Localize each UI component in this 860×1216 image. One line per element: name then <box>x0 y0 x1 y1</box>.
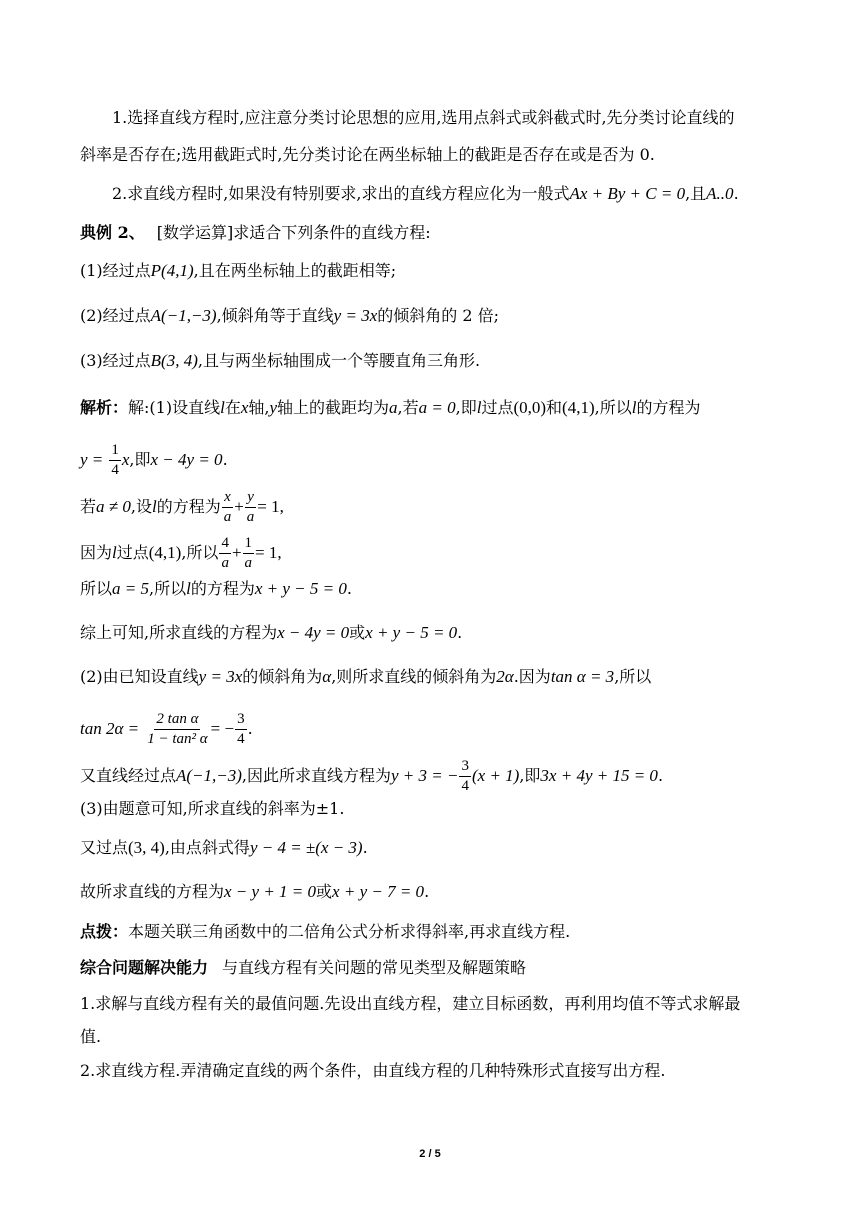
solution-text: 在 <box>224 398 241 417</box>
fraction-denominator: a <box>223 509 232 525</box>
solution-text: 又过点 <box>80 838 129 857</box>
solution-text: 的方程为 <box>190 579 255 598</box>
solution-line-7 <box>80 667 651 687</box>
tip-1-line-1 <box>112 108 735 128</box>
solution-text: ,即 <box>129 450 151 469</box>
ability-title: 综合问题解决能力 <box>80 958 209 977</box>
math-expr: (0,0) <box>513 398 547 417</box>
math-expr: y − 4 = ±(x − 3) <box>249 838 363 857</box>
ability-heading <box>80 958 526 978</box>
solution-text: 所以 <box>80 579 113 598</box>
condition-2-text: ,倾斜角等于直线 <box>216 306 334 325</box>
solution-text: ,所以 <box>149 579 187 598</box>
math-expr: 2α <box>496 667 514 686</box>
math-expr: (4,1) <box>148 543 182 562</box>
solution-line-9 <box>80 758 663 795</box>
note-line <box>80 922 570 942</box>
condition-2-end: 的倾斜角的 2 倍; <box>377 306 499 325</box>
solution-text: ,设 <box>130 497 152 516</box>
ability-point-1-cont <box>80 1027 101 1047</box>
fraction-one-quarter <box>109 442 121 479</box>
note-label: 点拨： <box>80 922 129 941</box>
solution-text: . <box>657 766 664 785</box>
math-expr: y + 3 = − <box>391 766 459 785</box>
math-expr: tan α = 3 <box>550 667 615 686</box>
solution-text: 又直线经过点 <box>80 766 177 785</box>
math-expr: x + y − 5 = 0 <box>365 623 458 642</box>
example-intro: [数学运算]求适合下列条件的直线方程: <box>156 223 431 242</box>
fraction <box>245 489 257 526</box>
fraction-denominator: a <box>244 555 253 571</box>
solution-line-8 <box>80 711 253 748</box>
solution-line-3 <box>80 489 284 526</box>
math-expr: x + y − 7 = 0 <box>332 882 425 901</box>
solution-text: .因为 <box>513 667 551 686</box>
point-b: B(3, 4) <box>150 351 198 370</box>
solution-text: 解:(1)设直线 <box>128 398 221 417</box>
fraction-denominator: 1 − tan² α <box>147 731 208 747</box>
math-expr: (3, 4) <box>128 838 165 857</box>
condition-2 <box>80 306 499 326</box>
general-form-equation: Ax + By + C = 0 <box>569 184 686 203</box>
solution-text: 的倾斜角为 <box>242 667 323 686</box>
example-title: 典例 2、 <box>80 223 145 242</box>
fraction-denominator: 4 <box>237 731 245 747</box>
var-l: l <box>186 579 191 598</box>
solution-text: ,因此所求直线方程为 <box>241 766 392 785</box>
math-expr: tan 2α = <box>80 719 140 738</box>
var-x: x <box>121 450 130 469</box>
math-expr: y = <box>80 450 104 469</box>
math-expr: (4,1) <box>562 398 595 417</box>
var-alpha: α <box>322 667 332 686</box>
var-l: l <box>112 543 117 562</box>
math-expr: = − <box>210 719 235 738</box>
solution-line-6 <box>80 623 462 643</box>
fraction-numerator: 1 <box>109 442 121 461</box>
math-expr: (x + 1) <box>471 766 520 785</box>
math-expr: x + y − 5 = 0 <box>254 579 347 598</box>
solution-text: 的方程为 <box>156 497 221 516</box>
solution-text: . <box>247 719 253 738</box>
solution-text: ,则所求直线的倾斜角为 <box>331 667 497 686</box>
tip-1-line-2 <box>80 145 655 165</box>
var-a: a <box>389 398 398 417</box>
solution-text: 和 <box>546 398 563 417</box>
math-expr: x − y + 1 = 0 <box>224 882 317 901</box>
var-l: l <box>151 497 157 516</box>
math-expr: a = 5 <box>112 579 149 598</box>
fraction-numerator: 3 <box>459 758 471 777</box>
tip-2-text: 2.求直线方程时,如果没有特别要求,求出的直线方程应化为一般式 <box>112 184 570 203</box>
fraction-numerator: 2 tan α <box>154 711 200 730</box>
condition-2-label: (2)经过点 <box>80 306 151 325</box>
solution-text: . <box>457 623 463 642</box>
solution-text: ,若 <box>397 398 419 417</box>
solution-text: ,即 <box>519 766 541 785</box>
math-expr: y = 3x <box>198 667 243 686</box>
condition-3-text: ,且与两坐标轴围成一个等腰直角三角形. <box>197 351 481 370</box>
solution-text: 过点 <box>116 543 149 562</box>
fraction-numerator: x <box>222 489 233 508</box>
condition-1-label: (1)经过点 <box>80 261 151 280</box>
fraction-numerator: 4 <box>219 535 231 554</box>
math-expr: = 1, <box>257 497 284 516</box>
solution-line-4 <box>80 535 282 572</box>
solution-text: . <box>424 882 430 901</box>
note-text: 本题关联三角函数中的二倍角公式分析求得斜率,再求直线方程. <box>128 922 571 941</box>
solution-text: . <box>346 579 352 598</box>
tip-1-text-cont: 斜率是否存在;选用截距式时,先分类讨论在两坐标轴上的截距是否存在或是否为 0. <box>80 145 655 164</box>
solution-text: . <box>362 838 368 857</box>
solution-text: 综上可知,所求直线的方程为 <box>80 623 278 642</box>
var-y: y <box>269 398 278 417</box>
solution-line-1 <box>80 398 700 418</box>
fraction-denominator: a <box>221 555 229 571</box>
math-expr: a = 0 <box>418 398 456 417</box>
condition-1-text: ,且在两坐标轴上的截距相等; <box>193 261 397 280</box>
example-heading <box>80 223 431 243</box>
solution-text: 的方程为 <box>636 398 701 417</box>
solution-text: 或 <box>316 882 333 901</box>
var-x: x <box>240 398 249 417</box>
solution-text: 因为 <box>80 543 113 562</box>
point-p: P(4,1) <box>150 261 194 280</box>
math-expr: a ≠ 0 <box>96 497 131 516</box>
math-expr: x − 4y = 0 <box>277 623 350 642</box>
ability-point-2-text: 2.求直线方程.弄清确定直线的两个条件，由直线方程的几种特殊形式直接写出方程. <box>80 1061 666 1080</box>
ability-point-2 <box>80 1061 665 1081</box>
fraction <box>219 535 231 572</box>
tip-2-line <box>112 184 739 204</box>
math-expr: 3x + 4y + 15 = 0 <box>540 766 658 785</box>
math-expr: A(−1,−3) <box>176 766 242 785</box>
condition-3-label: (3)经过点 <box>80 351 151 370</box>
fraction-numerator: y <box>245 489 256 508</box>
fraction-denominator: 4 <box>111 462 119 478</box>
point-a: A(−1,−3) <box>150 306 217 325</box>
math-expr: x − 4y = 0 <box>150 450 223 469</box>
solution-line-2 <box>80 442 228 479</box>
solution-line-12 <box>80 882 429 902</box>
solution-text: ,所以 <box>594 398 632 417</box>
tip-2-connector: ,且 <box>685 184 707 203</box>
tip-1-text: 1.选择直线方程时,应注意分类讨论思想的应用,选用点斜式或斜截式时,先分类讨论直线的 <box>112 108 735 127</box>
fraction <box>459 758 471 795</box>
solution-text: 轴上的截距均为 <box>277 398 390 417</box>
condition-1 <box>80 261 396 281</box>
ability-point-1-text-cont: 值. <box>80 1027 102 1046</box>
solution-text: 轴, <box>248 398 270 417</box>
solution-line-10 <box>80 799 344 819</box>
fraction-denominator: a <box>246 509 255 525</box>
var-l: l <box>631 398 637 417</box>
math-expr: = 1, <box>255 543 282 562</box>
tip-2-end: . <box>733 184 739 203</box>
math-expr: + <box>231 543 242 562</box>
line-equation: y = 3x <box>333 306 378 325</box>
solution-text: (3)由题意可知,所求直线的斜率为±1. <box>80 799 345 818</box>
ability-point-1-text: 1.求解与直线方程有关的最值问题.先设出直线方程，建立目标函数，再利用均值不等式求解最 <box>80 994 741 1013</box>
fraction <box>243 535 255 572</box>
solution-text: . <box>222 450 228 469</box>
var-l: l <box>220 398 225 417</box>
ability-subtitle: 与直线方程有关问题的常见类型及解题策略 <box>222 958 527 977</box>
solution-text: ,所以 <box>181 543 219 562</box>
var-l: l <box>476 398 482 417</box>
solution-text: ,即 <box>455 398 477 417</box>
condition-3 <box>80 351 480 371</box>
solution-label: 解析： <box>80 398 129 417</box>
page-number: 2 / 5 <box>419 1148 441 1160</box>
fraction-denominator: 4 <box>461 778 469 794</box>
solution-text: ,由点斜式得 <box>164 838 250 857</box>
ability-point-1 <box>80 994 740 1014</box>
fraction-numerator: 1 <box>243 535 255 554</box>
fraction <box>222 489 234 526</box>
fraction <box>235 711 247 748</box>
math-expr: + <box>234 497 244 516</box>
solution-text: 或 <box>349 623 366 642</box>
general-form-condition: A..0 <box>706 184 734 203</box>
solution-line-11 <box>80 838 368 858</box>
solution-line-5 <box>80 579 352 599</box>
solution-text: 故所求直线的方程为 <box>80 882 225 901</box>
solution-text: ,所以 <box>614 667 652 686</box>
fraction-numerator: 3 <box>235 711 247 730</box>
double-angle-fraction <box>145 711 209 748</box>
solution-text: 若 <box>80 497 97 516</box>
solution-text: (2)由已知设直线 <box>80 667 199 686</box>
solution-text: 过点 <box>481 398 514 417</box>
